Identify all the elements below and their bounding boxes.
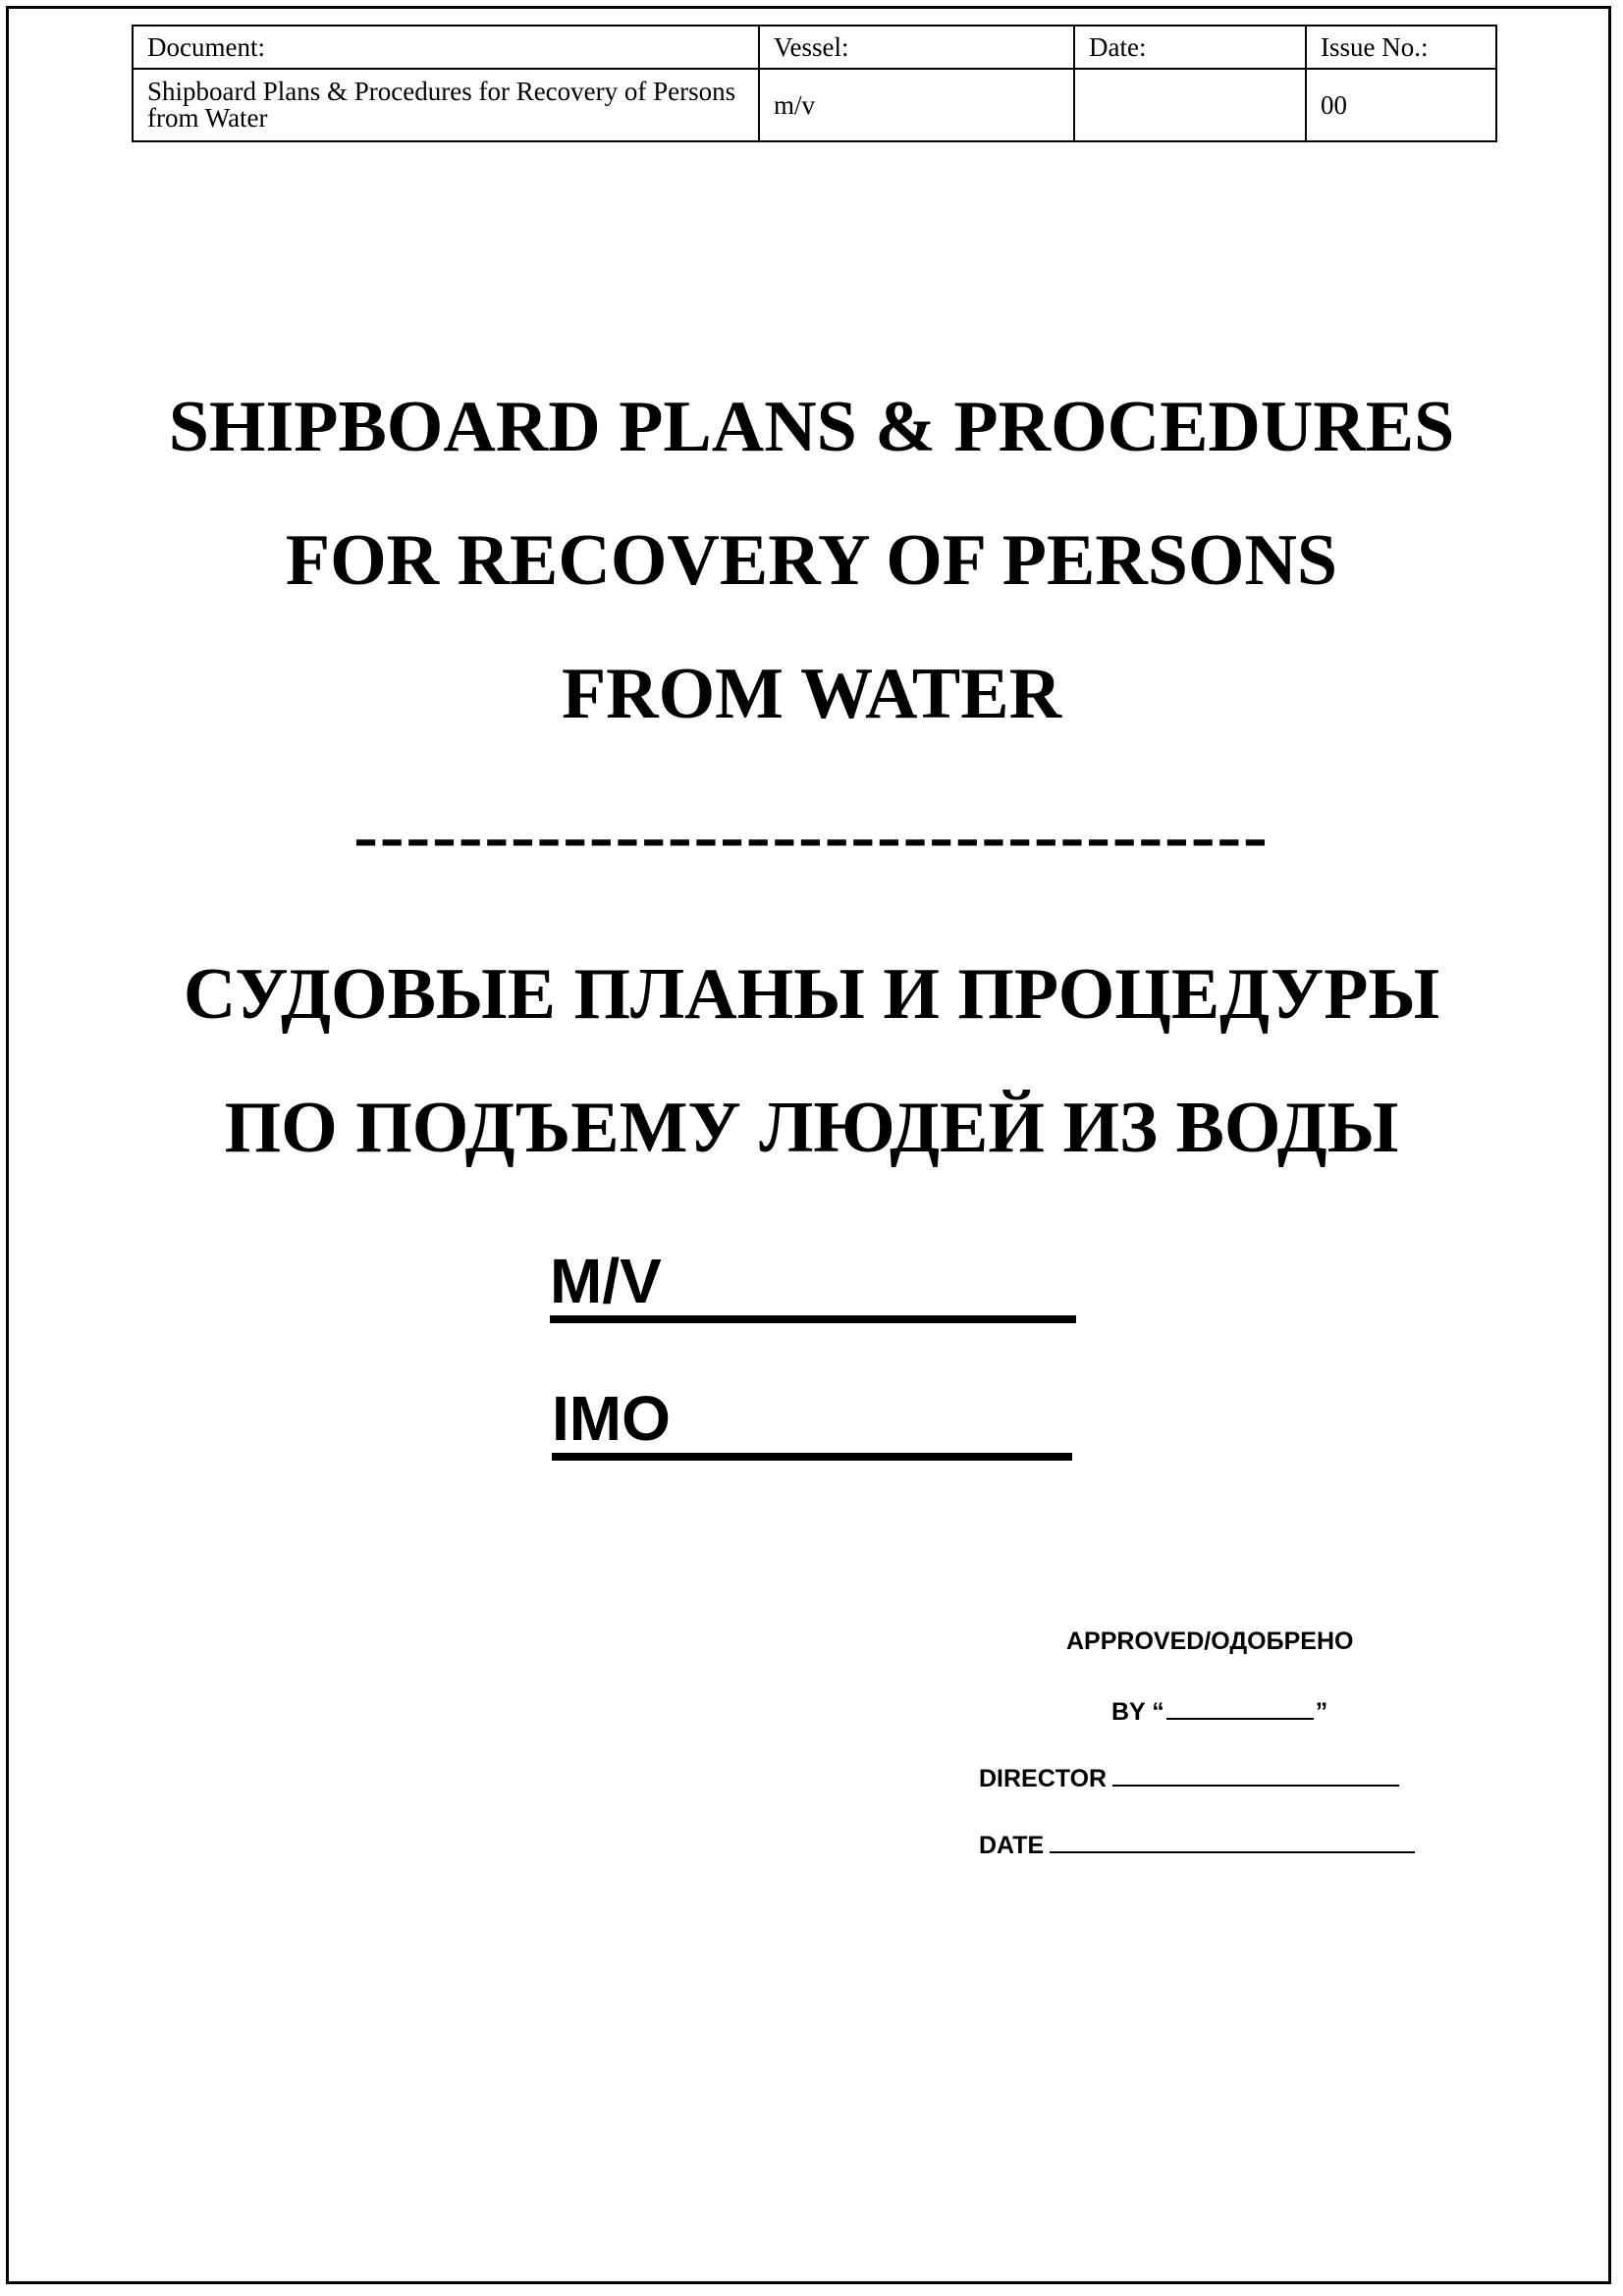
header-values-row [133,69,1496,141]
approval-date-label: DATE [979,1832,1045,1859]
imo-number-label: IMO [552,1383,671,1454]
vessel-header-cell: Vessel: [759,26,1074,69]
english-title-line-3: FROM WATER [561,654,1062,734]
approved-by-blank [1166,1696,1314,1720]
approved-by-prefix: BY “ [1111,1698,1164,1726]
issue-no-value-cell: 00 [1306,69,1496,141]
approved-by-suffix: ” [1315,1698,1328,1726]
english-title-line-2: FOR RECOVERY OF PERSONS [285,520,1338,601]
approved-by-line [1111,1696,1327,1727]
english-title-line-1: SHIPBOARD PLANS & PROCEDURES [168,387,1455,467]
date-value-cell [1074,69,1306,141]
imo-number-field [552,1382,1072,1461]
approval-date-blank [1050,1830,1415,1853]
director-line [979,1763,1399,1793]
date-header-cell: Date: [1074,26,1306,69]
russian-title-line-1: СУДОВЫЕ ПЛАНЫ И ПРОЦЕДУРЫ [183,954,1440,1035]
document-title-cell: Shipboard Plans & Procedures for Recovery of Persons from Water [133,69,759,141]
director-signature-blank [1112,1763,1399,1787]
vessel-name-field [550,1245,1076,1323]
document-header-cell: Document: [133,26,759,69]
approval-title: APPROVED/ОДОБРЕНО [1066,1628,1354,1655]
vessel-value-cell: m/v [759,69,1074,141]
russian-title [0,928,1623,1195]
header-labels-row [133,26,1496,69]
english-title [0,360,1623,761]
russian-title-line-2: ПО ПОДЪЕМУ ЛЮДЕЙ ИЗ ВОДЫ [224,1088,1399,1168]
approval-date-line [979,1830,1415,1860]
director-label: DIRECTOR [979,1765,1108,1792]
document-header-table [132,25,1497,142]
title-divider: ----------------------------------- [353,796,1270,877]
issue-no-header-cell: Issue No.: [1306,26,1496,69]
vessel-name-label: M/V [550,1246,662,1316]
